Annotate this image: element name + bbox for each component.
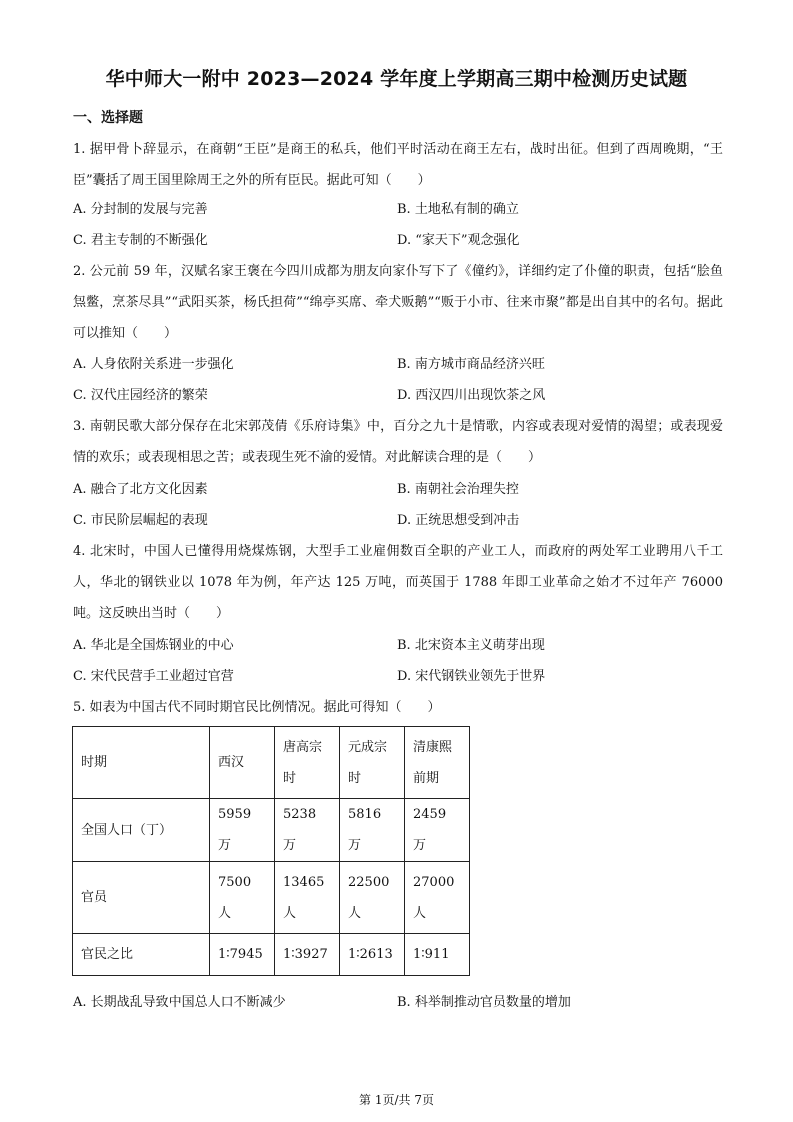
question-3-stem: 3. 南朝民歌大部分保存在北宋郭茂倩《乐府诗集》中，百分之九十是情歌，内容或表现对爱情的渴望；或表现爱情的欢乐；或表现相思之苦；或表现生死不渝的爱情。对此解读合理的是（ ） (73, 419, 723, 465)
table-cell: 5816 万 (340, 799, 405, 862)
table-cell: 官民之比 (73, 934, 210, 976)
officials-ratio-table (72, 726, 470, 976)
table-header-cell: 西汉 (210, 727, 275, 799)
table-cell: 7500 人 (210, 862, 275, 934)
question-3-option-a: A. 融合了北方文化因素 (73, 482, 208, 497)
table-cell: 官员 (73, 862, 210, 934)
table-cell: 1∶911 (405, 934, 470, 976)
table-cell: 27000 人 (405, 862, 470, 934)
question-1-option-b: B. 土地私有制的确立 (397, 202, 519, 217)
question-5-option-a: A. 长期战乱导致中国总人口不断减少 (73, 995, 286, 1010)
page-title: 华中师大一附中 2023—2024 学年度上学期高三期中检测历史试题 (105, 68, 688, 90)
table-cell: 全国人口（丁） (73, 799, 210, 862)
question-1-option-a: A. 分封制的发展与完善 (73, 202, 208, 217)
table-header-cell: 唐高宗时 (275, 727, 340, 799)
table-cell: 22500 人 (340, 862, 405, 934)
question-4-option-b: B. 北宋资本主义萌芽出现 (397, 638, 545, 653)
table-cell: 1∶2613 (340, 934, 405, 976)
table-cell: 13465 人 (275, 862, 340, 934)
question-4-option-d: D. 宋代钢铁业领先于世界 (397, 669, 546, 684)
table-header-cell: 清康熙前期 (405, 727, 470, 799)
page-footer: 第 1页/共 7页 (359, 1093, 434, 1107)
question-1-stem: 1. 据甲骨卜辞显示，在商朝“王臣”是商王的私兵，他们平时活动在商王左右，战时出征。但到了西周晚期，“王臣”囊括了周王国里除周王之外的所有臣民。据此可知（ ） (73, 142, 723, 188)
question-3-option-b: B. 南朝社会治理失控 (397, 482, 519, 497)
table-cell: 5238 万 (275, 799, 340, 862)
question-3-option-d: D. 正统思想受到冲击 (397, 513, 520, 528)
question-3-option-c: C. 市民阶层崛起的表现 (73, 513, 208, 528)
question-5-option-b: B. 科举制推动官员数量的增加 (397, 995, 571, 1010)
table-row (73, 799, 470, 862)
question-2-option-a: A. 人身依附关系进一步强化 (73, 357, 234, 372)
table-cell: 1∶7945 (210, 934, 275, 976)
question-4-stem: 4. 北宋时，中国人已懂得用烧煤炼钢，大型手工业雇佣数百全职的产业工人，而政府的两处军工业聘用八千工人，华北的钢铁业以 1078 年为例，年产达 125 万吨，而英国于 1788 年即工业革命之始才不过年产 76000 吨。这反映出当时（ ） (73, 544, 723, 621)
question-2-stem: 2. 公元前 59 年，汉赋名家王褒在今四川成都为朋友向家仆写下了《僮约》，详细约定了仆僮的职责，包括“脍鱼炰鳖，烹茶尽具”“武阳买茶，杨氏担荷”“绵亭买席、牵犬贩鹅”“贩于小市、往来市聚”都是出自其中的名句。据此可以推知（ ） (73, 264, 723, 341)
table-row (73, 862, 470, 934)
question-4-option-c: C. 宋代民营手工业超过官营 (73, 669, 234, 684)
question-2-option-c: C. 汉代庄园经济的繁荣 (73, 388, 208, 403)
question-5-stem: 5. 如表为中国古代不同时期官民比例情况。据此可得知（ ） (73, 700, 441, 715)
table-header-row (73, 727, 470, 799)
table-row (73, 934, 470, 976)
question-4-option-a: A. 华北是全国炼钢业的中心 (73, 638, 234, 653)
table-cell: 2459 万 (405, 799, 470, 862)
section-heading: 一、选择题 (73, 110, 143, 126)
question-1-option-d: D. “家天下”观念强化 (397, 233, 520, 248)
question-2-option-b: B. 南方城市商品经济兴旺 (397, 357, 545, 372)
question-1-option-c: C. 君主专制的不断强化 (73, 233, 208, 248)
table-cell: 1∶3927 (275, 934, 340, 976)
table-header-cell: 元成宗时 (340, 727, 405, 799)
question-2-option-d: D. 西汉四川出现饮茶之风 (397, 388, 546, 403)
table-header-cell: 时期 (73, 727, 210, 799)
table-cell: 5959 万 (210, 799, 275, 862)
